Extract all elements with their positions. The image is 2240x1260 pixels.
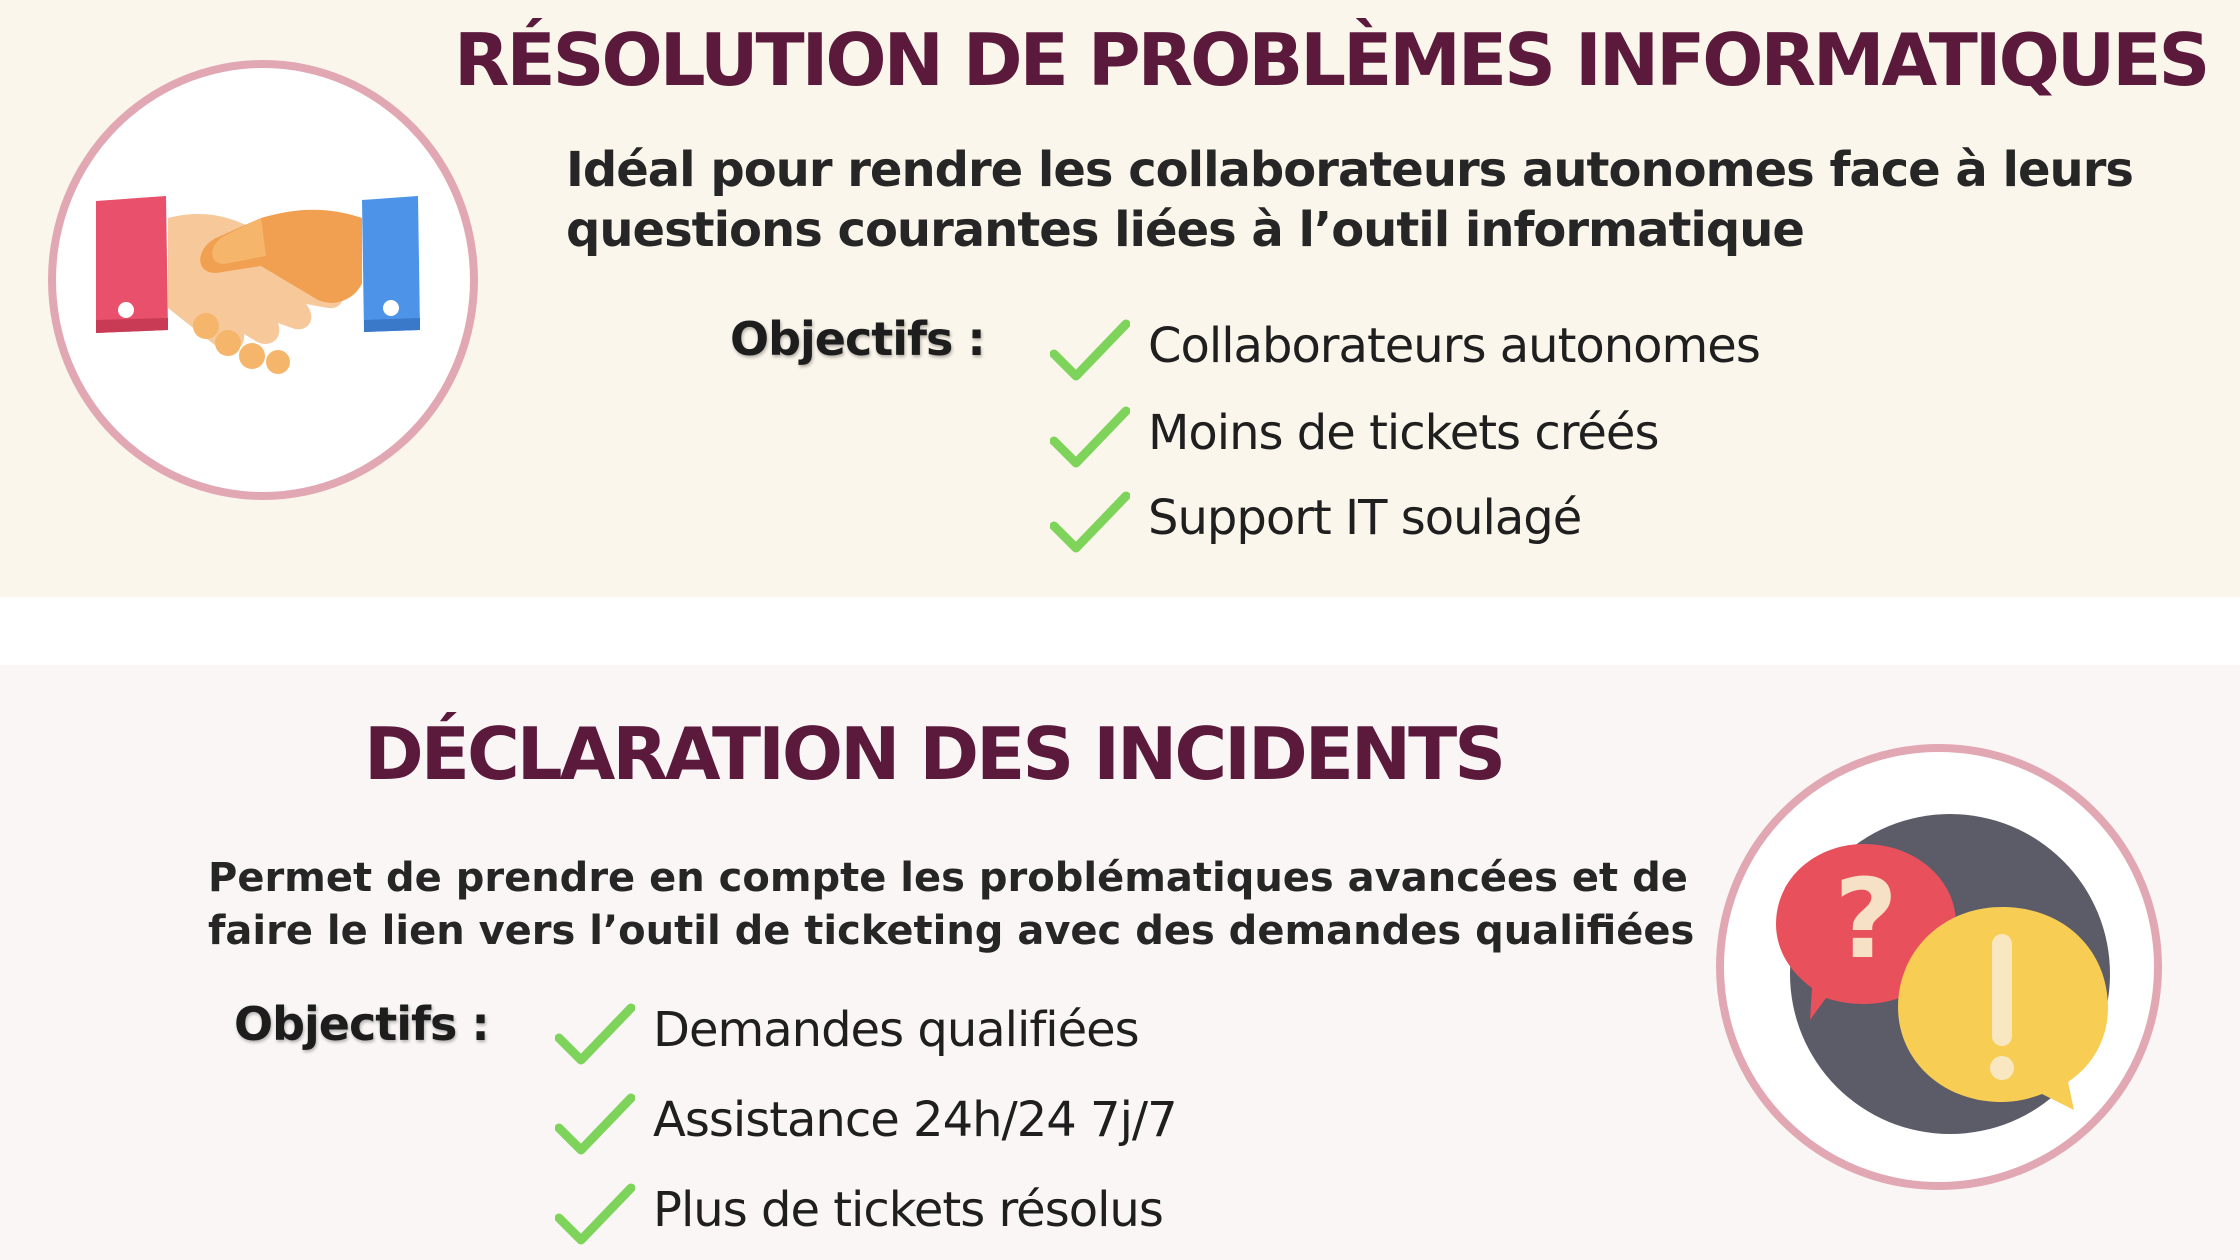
section-problem-resolution (0, 0, 2240, 597)
handshake-icon (56, 68, 470, 492)
objectives-label: Objectifs : (234, 997, 489, 1051)
objective-text: Assistance 24h/24 7j/7 (653, 1092, 1177, 1148)
question-exclamation-bubbles-icon (1724, 752, 2154, 1182)
section-description (566, 140, 2133, 260)
handshake-icon-circle (48, 60, 478, 500)
check-icon (1050, 405, 1130, 469)
description-line-2: questions courantes liées à l’outil informatique (566, 202, 1804, 258)
objective-text: Support IT soulagé (1148, 490, 1582, 546)
check-icon (555, 1182, 635, 1246)
objectives-label: Objectifs : (730, 312, 985, 366)
section-title: RÉSOLUTION DE PROBLÈMES INFORMATIQUES (454, 18, 2208, 102)
objective-text: Collaborateurs autonomes (1148, 318, 1760, 374)
objective-text: Plus de tickets résolus (653, 1182, 1163, 1238)
description-line-1: Permet de prendre en compte les problématiques avancées et de (208, 855, 1688, 901)
question-exclamation-icon-circle (1716, 744, 2162, 1190)
description-line-2: faire le lien vers l’outil de ticketing avec des demandes qualifiées (208, 908, 1695, 954)
section-description (208, 852, 1694, 958)
check-icon (555, 1092, 635, 1156)
section-title: DÉCLARATION DES INCIDENTS (364, 712, 1504, 796)
objective-text: Moins de tickets créés (1148, 405, 1659, 461)
description-line-1: Idéal pour rendre les collaborateurs autonomes face à leurs (566, 142, 2133, 198)
check-icon (1050, 490, 1130, 554)
section-incident-declaration (0, 665, 2240, 1260)
objective-text: Demandes qualifiées (653, 1002, 1139, 1058)
check-icon (555, 1002, 635, 1066)
svg-text:?: ? (1834, 855, 1898, 983)
check-icon (1050, 318, 1130, 382)
